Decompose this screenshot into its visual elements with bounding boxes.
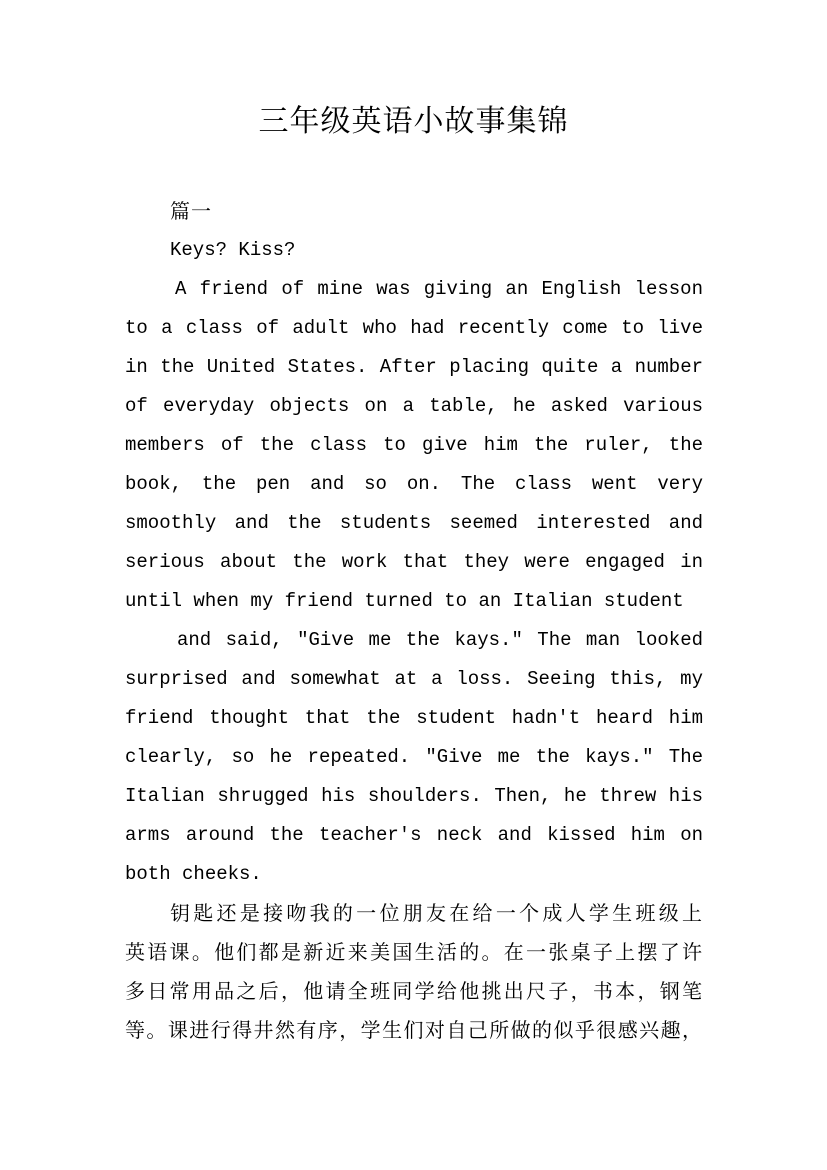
paragraph-line: arms around the teacher's neck and kissed him on xyxy=(125,824,703,846)
paragraph-line: A friend of mine was giving an English lesson xyxy=(175,278,703,300)
section-label: 篇一 xyxy=(170,199,212,223)
document-body xyxy=(125,192,703,1050)
paragraph-1 xyxy=(125,270,703,621)
paragraph-line: smoothly and the students seemed interested and xyxy=(125,512,703,534)
paragraph-line: serious about the work that they were engaged in xyxy=(125,551,703,573)
paragraph-line: both cheeks. xyxy=(125,863,262,885)
paragraph-line: 多日常用品之后，他请全班同学给他挑出尺子，书本，钢笔 xyxy=(125,979,703,1003)
paragraph-line: and said, "Give me the kays." The man looked xyxy=(177,629,703,651)
paragraph-2 xyxy=(125,621,703,894)
paragraph-line: in the United States. After placing quite a number xyxy=(125,356,703,378)
paragraph-line: surprised and somewhat at a loss. Seeing this, my xyxy=(125,668,703,690)
paragraph-line: clearly, so he repeated. "Give me the kays." The xyxy=(125,746,703,768)
paragraph-line: 等。课进行得井然有序，学生们对自己所做的似乎很感兴趣， xyxy=(125,1018,703,1042)
paragraph-3 xyxy=(125,894,703,1050)
paragraph-line: 英语课。他们都是新近来美国生活的。在一张桌子上摆了许 xyxy=(125,940,703,964)
document-title: 三年级英语小故事集锦 xyxy=(258,104,569,139)
paragraph-line: to a class of adult who had recently come to live xyxy=(125,317,703,339)
paragraph-line: until when my friend turned to an Italian student xyxy=(125,590,684,612)
paragraph-line: Italian shrugged his shoulders. Then, he threw his xyxy=(125,785,703,807)
story-title: Keys? Kiss? xyxy=(170,239,296,261)
paragraph-line: of everyday objects on a table, he asked various xyxy=(125,395,703,417)
paragraph-line: book, the pen and so on. The class went very xyxy=(125,473,703,495)
paragraph-line: 钥匙还是接吻我的一位朋友在给一个成人学生班级上 xyxy=(170,901,703,925)
paragraph-line: friend thought that the student hadn't heard him xyxy=(125,707,703,729)
paragraph-line: members of the class to give him the ruler, the xyxy=(125,434,703,456)
